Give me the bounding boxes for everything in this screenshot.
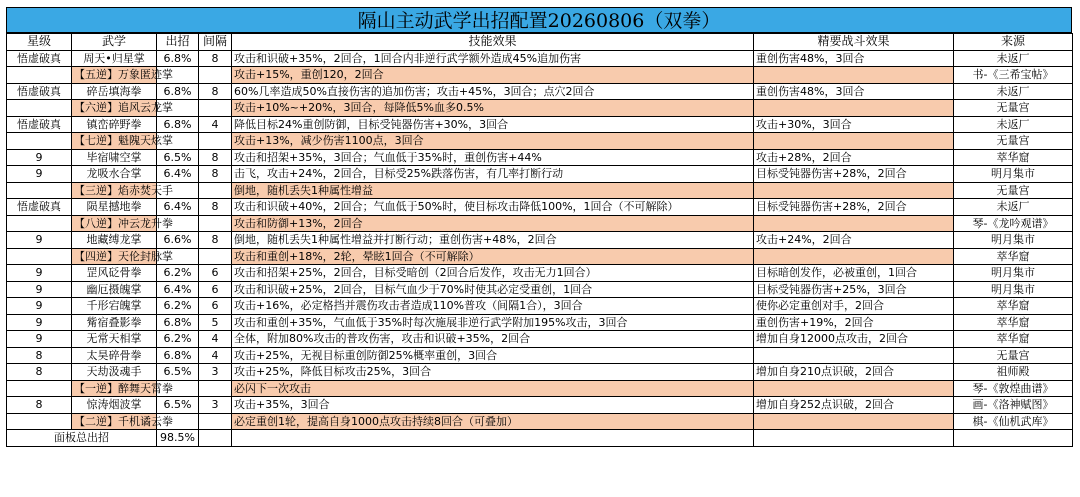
skill-row	[7, 166, 1073, 183]
row-effect-cell: 攻击和招架+25%，2回合，目标受暗创（2回合后发作，攻击无力1回合）	[232, 265, 754, 282]
row-elite-cell: 增加自身252点识破，2回合	[754, 397, 954, 414]
row-level-cell	[7, 100, 72, 117]
row-interval-cell: 5	[199, 314, 232, 331]
row-interval-cell: 3	[199, 397, 232, 414]
skill-row	[7, 199, 1073, 216]
row-source-cell: 明月集市	[954, 281, 1073, 298]
row-skill-cell: 【一逆】醉舞天霄拳	[72, 380, 157, 397]
row-level-cell: 9	[7, 281, 72, 298]
row-skill-cell: 【七逆】魁隗天炫掌	[72, 133, 157, 150]
row-rate-cell: 6.5%	[157, 149, 199, 166]
skill-row	[7, 314, 1073, 331]
row-effect-cell: 攻击和识破+40%，2回合；气血低于50%时，使目标攻击降低100%，1回合（不可解除）	[232, 199, 754, 216]
row-elite-cell: 使你必定重创对手，2回合	[754, 298, 954, 315]
row-skill-cell: 【五逆】万象匿迹掌	[72, 67, 157, 84]
row-skill-cell: 【二逆】千机谲云拳	[72, 413, 157, 430]
row-skill-cell: 陨星撼地拳	[72, 199, 157, 216]
row-elite-cell: 攻击+28%，2回合	[754, 149, 954, 166]
row-source-cell: 无量宫	[954, 100, 1073, 117]
row-skill-cell: 太昊碎骨拳	[72, 347, 157, 364]
row-level-cell: 9	[7, 314, 72, 331]
skill-config-sheet	[6, 7, 1072, 447]
row-source-cell: 未返厂	[954, 199, 1073, 216]
row-elite-cell	[754, 182, 954, 199]
row-elite-cell	[754, 67, 954, 84]
row-skill-cell: 【六逆】追风云龙掌	[72, 100, 157, 117]
row-source-cell: 明月集市	[954, 265, 1073, 282]
header-elite: 精要战斗效果	[754, 34, 954, 51]
row-effect-cell: 攻击+25%，无视目标重创防御25%概率重创，3回合	[232, 347, 754, 364]
row-source-cell: 未返厂	[954, 116, 1073, 133]
row-interval-cell: 4	[199, 331, 232, 348]
row-effect-cell: 攻击和识破+25%，2回合，目标气血少于70%时使其必定受重创，1回合	[232, 281, 754, 298]
row-level-cell: 8	[7, 397, 72, 414]
row-skill-cell: 地藏缚龙掌	[72, 232, 157, 249]
row-effect-cell: 击飞，攻击+24%，2回合，目标受25%跌落伤害，有几率打断行动	[232, 166, 754, 183]
skill-table	[6, 33, 1073, 447]
row-source-cell: 祖师殿	[954, 364, 1073, 381]
skill-row	[7, 397, 1073, 414]
row-interval-cell: 8	[199, 232, 232, 249]
row-interval-cell: 8	[199, 83, 232, 100]
row-level-cell	[7, 67, 72, 84]
row-effect-cell: 倒地，随机丢失1种属性增益	[232, 182, 754, 199]
row-source-cell: 琴-《龙吟观谱》	[954, 215, 1073, 232]
reverse-skill-row	[7, 133, 1073, 150]
total-empty-cell	[199, 430, 232, 447]
total-value: 98.5%	[157, 430, 199, 447]
row-source-cell: 棋-《仙机武库》	[954, 413, 1073, 430]
reverse-skill-row	[7, 215, 1073, 232]
row-level-cell: 悟虚破真	[7, 83, 72, 100]
row-source-cell: 明月集市	[954, 232, 1073, 249]
row-source-cell: 书-《三希宝帖》	[954, 67, 1073, 84]
row-level-cell: 悟虚破真	[7, 50, 72, 67]
skill-row	[7, 364, 1073, 381]
row-level-cell: 9	[7, 232, 72, 249]
row-effect-cell: 必定重创1轮，提高自身1000点攻击持续8回合（可叠加）	[232, 413, 754, 430]
row-effect-cell: 攻击+10%~+20%，3回合，每降低5%血多0.5%	[232, 100, 754, 117]
skill-row	[7, 116, 1073, 133]
row-elite-cell	[754, 347, 954, 364]
row-elite-cell: 目标受钝器伤害+28%，2回合	[754, 199, 954, 216]
skill-row	[7, 281, 1073, 298]
row-level-cell	[7, 413, 72, 430]
row-interval-cell	[199, 133, 232, 150]
row-elite-cell: 攻击+24%，2回合	[754, 232, 954, 249]
row-rate-cell: 6.6%	[157, 232, 199, 249]
row-level-cell: 9	[7, 166, 72, 183]
row-effect-cell: 全体，附加80%攻击的普攻伤害，攻击和识破+35%，2回合	[232, 331, 754, 348]
row-effect-cell: 必闪下一次攻击	[232, 380, 754, 397]
row-source-cell: 萃华窟	[954, 248, 1073, 265]
row-elite-cell: 重创伤害+19%，2回合	[754, 314, 954, 331]
reverse-skill-row	[7, 413, 1073, 430]
total-empty-cell	[232, 430, 754, 447]
reverse-skill-row	[7, 248, 1073, 265]
row-interval-cell	[199, 182, 232, 199]
row-rate-cell: 6.5%	[157, 364, 199, 381]
row-skill-cell: 【三逆】焰赤焚天手	[72, 182, 157, 199]
row-effect-cell: 降低目标24%重创防御，目标受钝器伤害+30%，3回合	[232, 116, 754, 133]
row-source-cell: 画-《洛神赋图》	[954, 397, 1073, 414]
row-rate-cell: 6.4%	[157, 199, 199, 216]
row-source-cell: 无量宫	[954, 133, 1073, 150]
row-interval-cell: 8	[199, 50, 232, 67]
row-level-cell: 9	[7, 298, 72, 315]
row-level-cell: 9	[7, 331, 72, 348]
total-empty-cell	[954, 430, 1073, 447]
row-skill-cell: 【八逆】冲云龙升拳	[72, 215, 157, 232]
header-row	[7, 34, 1073, 51]
row-interval-cell: 4	[199, 347, 232, 364]
row-source-cell: 未返厂	[954, 50, 1073, 67]
row-level-cell	[7, 215, 72, 232]
row-source-cell: 萃华窟	[954, 298, 1073, 315]
row-effect-cell: 攻击和识破+35%，2回合，1回合内非逆行武学额外造成45%追加伤害	[232, 50, 754, 67]
header-interval: 间隔	[199, 34, 232, 51]
row-rate-cell: 6.5%	[157, 397, 199, 414]
row-level-cell	[7, 380, 72, 397]
row-interval-cell: 8	[199, 149, 232, 166]
skill-row	[7, 347, 1073, 364]
row-interval-cell: 4	[199, 116, 232, 133]
row-interval-cell	[199, 100, 232, 117]
row-skill-cell: 天劫汲魂手	[72, 364, 157, 381]
header-level: 星级	[7, 34, 72, 51]
reverse-skill-row	[7, 100, 1073, 117]
total-empty-cell	[754, 430, 954, 447]
row-rate-cell: 6.2%	[157, 298, 199, 315]
row-rate-cell: 6.8%	[157, 83, 199, 100]
skill-row	[7, 298, 1073, 315]
row-skill-cell: 毕宿啸空掌	[72, 149, 157, 166]
row-rate-cell: 6.4%	[157, 281, 199, 298]
row-effect-cell: 60%几率造成50%直接伤害的追加伤害；攻击+45%，3回合；点穴2回合	[232, 83, 754, 100]
row-level-cell	[7, 248, 72, 265]
skill-row	[7, 50, 1073, 67]
row-level-cell	[7, 133, 72, 150]
skill-row	[7, 149, 1073, 166]
row-rate-cell: 6.8%	[157, 314, 199, 331]
row-elite-cell	[754, 413, 954, 430]
row-skill-cell: 镇峦碎野拳	[72, 116, 157, 133]
reverse-skill-row	[7, 182, 1073, 199]
row-rate-cell: 6.2%	[157, 265, 199, 282]
row-source-cell: 琴-《敦煌曲谱》	[954, 380, 1073, 397]
row-effect-cell: 攻击+15%，重创120，2回合	[232, 67, 754, 84]
row-elite-cell: 增加自身210点识破，2回合	[754, 364, 954, 381]
skill-row	[7, 232, 1073, 249]
row-effect-cell: 攻击+35%，3回合	[232, 397, 754, 414]
row-elite-cell: 攻击+30%，3回合	[754, 116, 954, 133]
row-elite-cell	[754, 215, 954, 232]
row-effect-cell: 攻击和招架+35%，3回合；气血低于35%时，重创伤害+44%	[232, 149, 754, 166]
sheet-title: 隔山主动武学出招配置20260806（双拳）	[6, 7, 1072, 33]
row-interval-cell: 6	[199, 298, 232, 315]
row-level-cell: 9	[7, 265, 72, 282]
row-elite-cell: 目标暗创发作，必被重创，1回合	[754, 265, 954, 282]
row-interval-cell	[199, 413, 232, 430]
row-rate-cell: 6.2%	[157, 331, 199, 348]
row-skill-cell: 觜宿叠影拳	[72, 314, 157, 331]
row-source-cell: 未返厂	[954, 83, 1073, 100]
row-level-cell: 8	[7, 364, 72, 381]
row-elite-cell	[754, 380, 954, 397]
reverse-skill-row	[7, 380, 1073, 397]
row-level-cell	[7, 182, 72, 199]
row-level-cell: 悟虚破真	[7, 199, 72, 216]
total-label: 面板总出招	[7, 430, 157, 447]
row-rate-cell: 6.8%	[157, 116, 199, 133]
row-elite-cell	[754, 100, 954, 117]
row-effect-cell: 倒地，随机丢失1种属性增益并打断行动；重创伤害+48%，2回合	[232, 232, 754, 249]
row-interval-cell	[199, 248, 232, 265]
row-elite-cell: 目标受钝器伤害+28%，2回合	[754, 166, 954, 183]
row-interval-cell	[199, 67, 232, 84]
row-skill-cell: 碎岳填海拳	[72, 83, 157, 100]
row-skill-cell: 无常天相掌	[72, 331, 157, 348]
row-interval-cell: 6	[199, 281, 232, 298]
row-interval-cell: 6	[199, 265, 232, 282]
row-interval-cell: 3	[199, 364, 232, 381]
row-source-cell: 明月集市	[954, 166, 1073, 183]
row-rate-cell: 6.8%	[157, 50, 199, 67]
row-elite-cell: 增加自身12000点攻击，2回合	[754, 331, 954, 348]
row-skill-cell: 罡风砭骨拳	[72, 265, 157, 282]
row-interval-cell	[199, 380, 232, 397]
row-source-cell: 无量宫	[954, 182, 1073, 199]
row-level-cell: 悟虚破真	[7, 116, 72, 133]
row-skill-cell: 幽厄摄魄掌	[72, 281, 157, 298]
reverse-skill-row	[7, 67, 1073, 84]
row-elite-cell	[754, 133, 954, 150]
header-rate: 出招	[157, 34, 199, 51]
row-effect-cell: 攻击和重创+35%，气血低于35%时每次施展非逆行武学附加195%攻击，3回合	[232, 314, 754, 331]
row-skill-cell: 千形宕魄掌	[72, 298, 157, 315]
row-level-cell: 9	[7, 149, 72, 166]
row-source-cell: 萃华窟	[954, 149, 1073, 166]
row-interval-cell	[199, 215, 232, 232]
header-effect: 技能效果	[232, 34, 754, 51]
row-elite-cell: 目标受钝器伤害+25%，3回合	[754, 281, 954, 298]
row-effect-cell: 攻击+16%，必定格挡并震伤攻击者造成110%普攻（间隔1合），3回合	[232, 298, 754, 315]
row-elite-cell: 重创伤害48%，3回合	[754, 50, 954, 67]
row-rate-cell: 6.8%	[157, 347, 199, 364]
row-source-cell: 萃华窟	[954, 331, 1073, 348]
row-elite-cell: 重创伤害48%，3回合	[754, 83, 954, 100]
row-skill-cell: 龙吸水合掌	[72, 166, 157, 183]
total-row	[7, 430, 1073, 447]
row-source-cell: 无量宫	[954, 347, 1073, 364]
row-elite-cell	[754, 248, 954, 265]
row-effect-cell: 攻击和重创+18%，2轮，晕眩1回合（不可解除）	[232, 248, 754, 265]
row-effect-cell: 攻击+25%，降低目标攻击25%，3回合	[232, 364, 754, 381]
row-skill-cell: 周天•归星掌	[72, 50, 157, 67]
skill-row	[7, 331, 1073, 348]
header-skill: 武学	[72, 34, 157, 51]
row-interval-cell: 8	[199, 166, 232, 183]
row-rate-cell: 6.4%	[157, 166, 199, 183]
header-source: 来源	[954, 34, 1073, 51]
skill-row	[7, 265, 1073, 282]
row-source-cell: 萃华窟	[954, 314, 1073, 331]
row-level-cell: 8	[7, 347, 72, 364]
row-skill-cell: 【四逆】天伦封脉掌	[72, 248, 157, 265]
row-effect-cell: 攻击+13%，减少伤害1100点，3回合	[232, 133, 754, 150]
row-skill-cell: 惊涛烟波掌	[72, 397, 157, 414]
row-interval-cell: 8	[199, 199, 232, 216]
row-effect-cell: 攻击和防御+13%，2回合	[232, 215, 754, 232]
skill-row	[7, 83, 1073, 100]
